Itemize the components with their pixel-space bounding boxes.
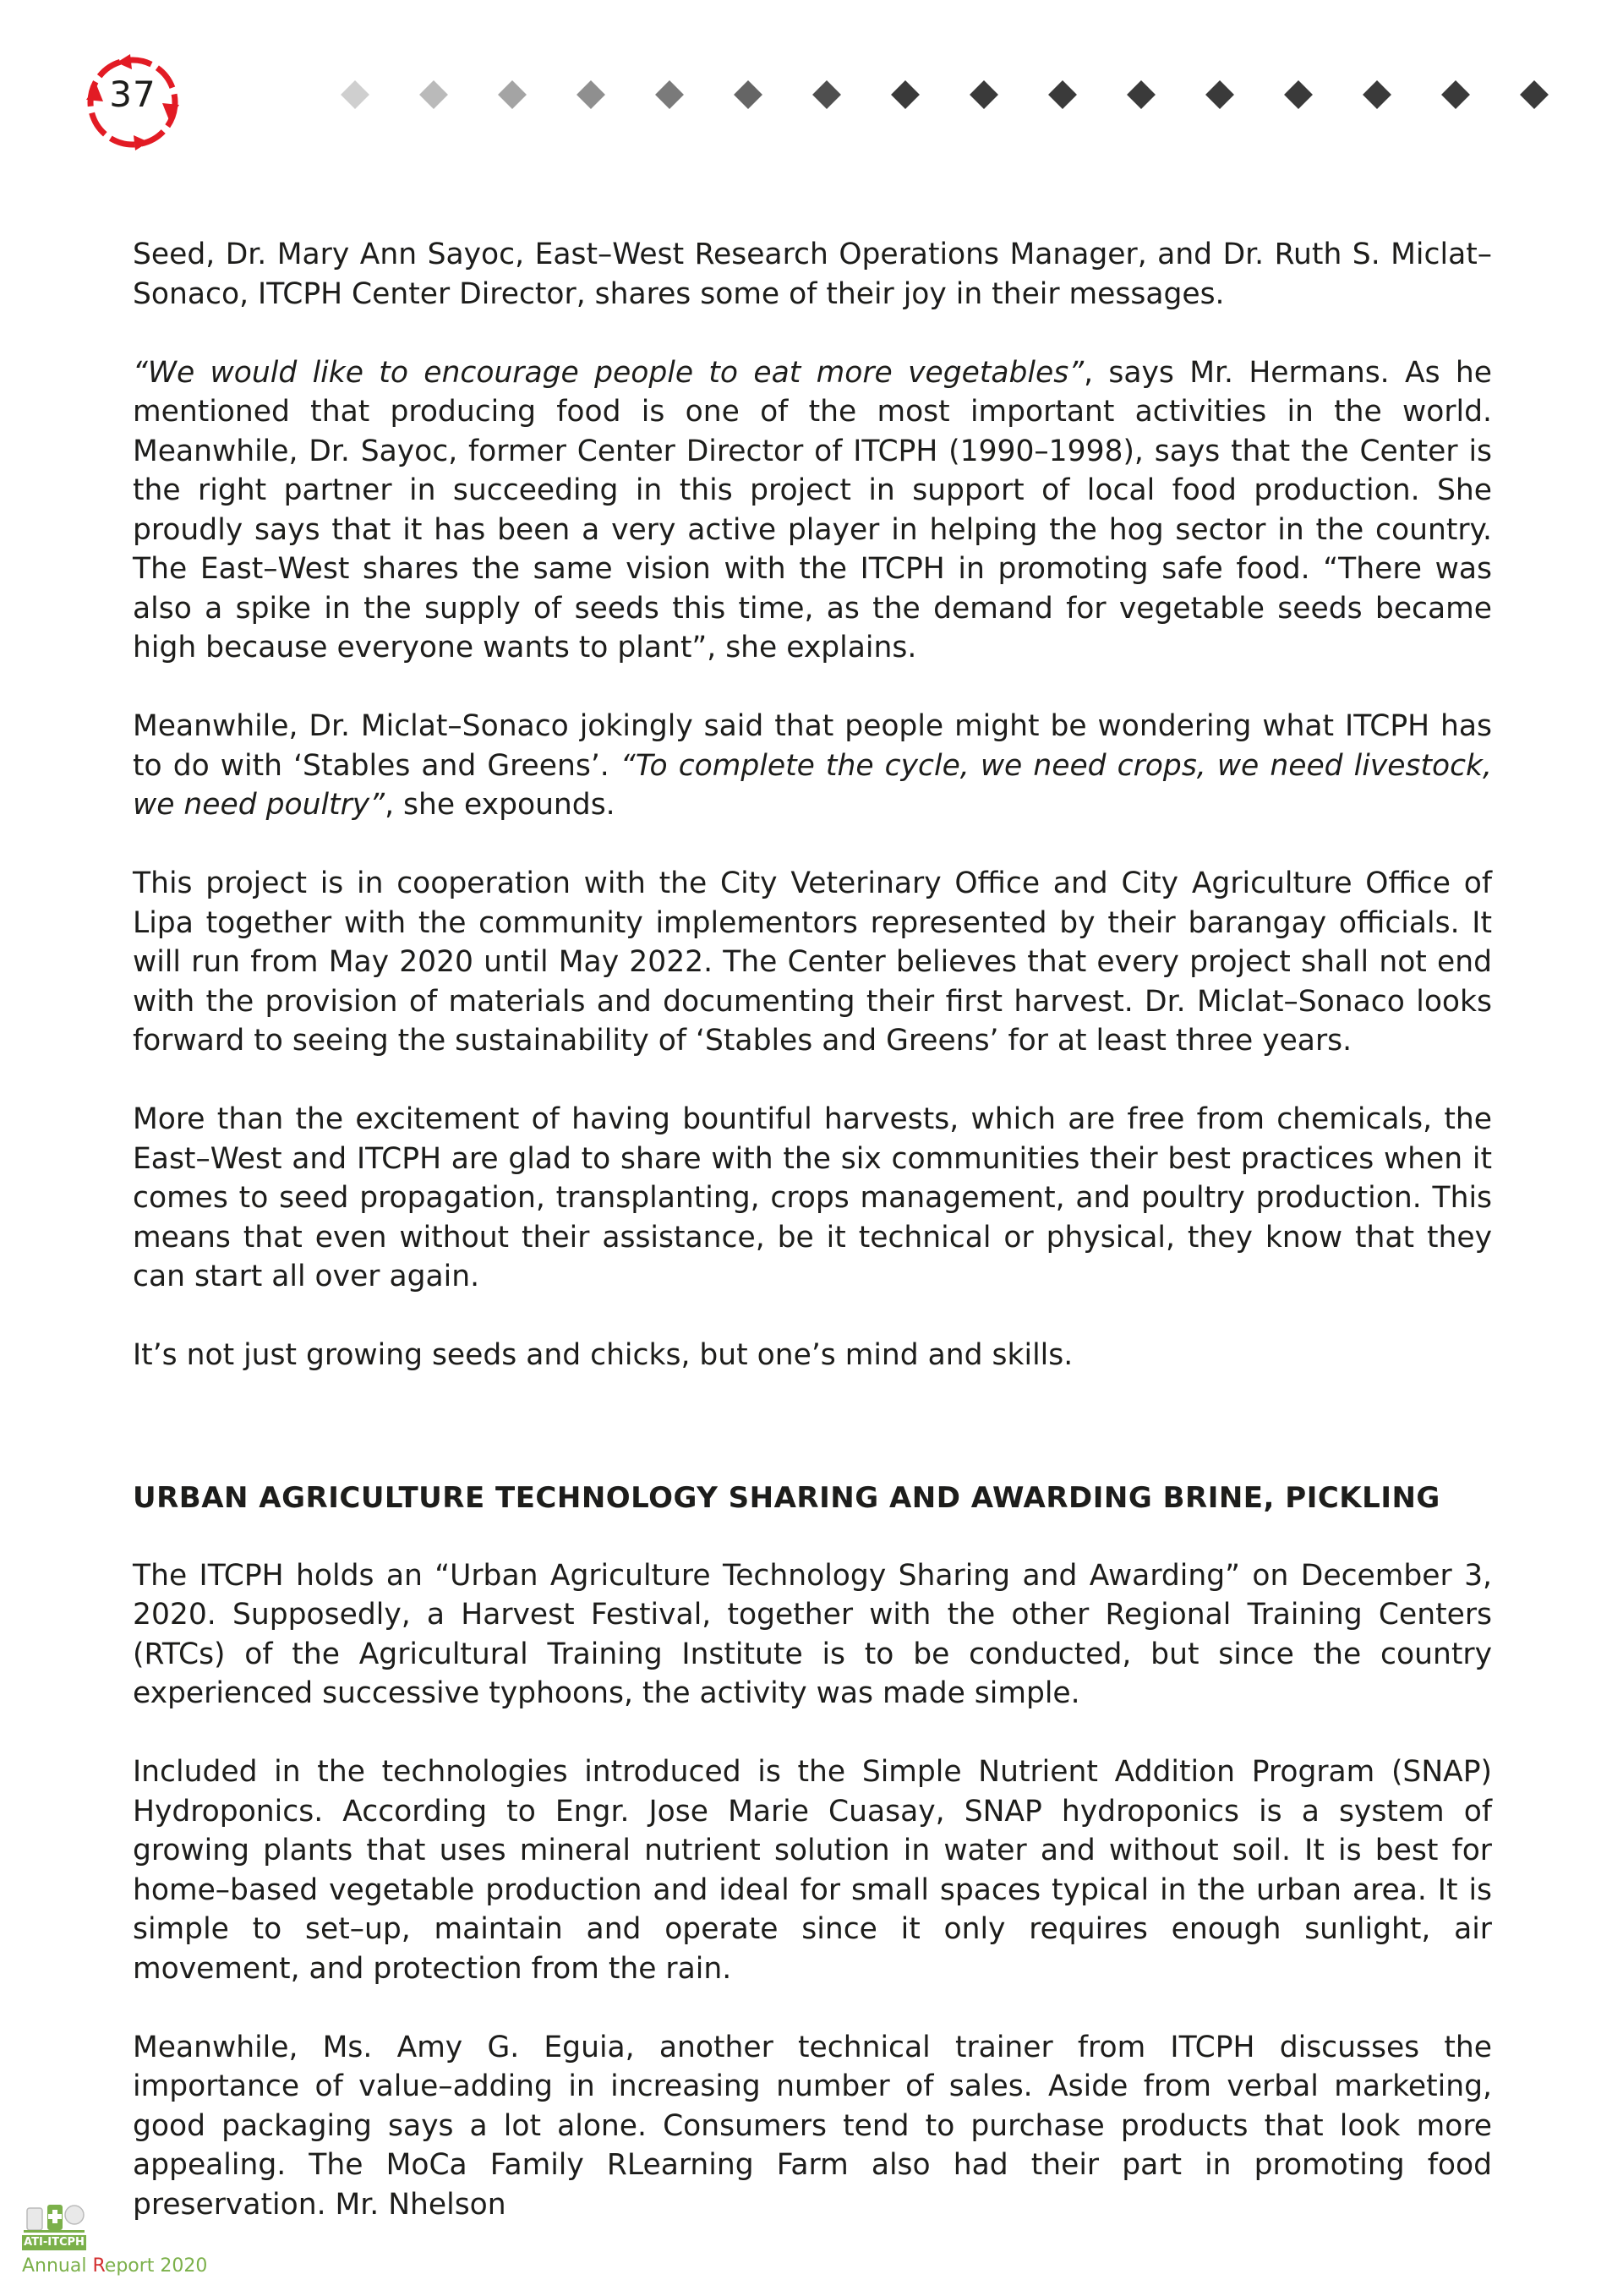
annual-report-label [22,2254,207,2279]
diamond-ornament [655,80,684,109]
page-body [133,235,1492,2224]
article-paragraph-3-text: Meanwhile, Dr. Miclat–Sonaco jokingly said that people might be wondering what ITCPH has to do with ‘Stables and Greens’. [133,709,1492,783]
diamond-ornament [812,80,841,109]
diamond-ornament [1127,80,1156,109]
page-number: 37 [109,74,156,115]
diamond-ornament [419,80,448,109]
article-paragraph-6: It’s not just growing seeds and chicks, but one’s mind and skills. [133,1338,1074,1372]
section-heading: URBAN AGRICULTURE TECHNOLOGY SHARING AND AWARDING BRINE, PICKLING [133,1480,1440,1515]
diamond-ornament [891,80,920,109]
article-paragraph-3-end: , she expounds. [385,788,615,822]
decorative-diamond-row [345,85,1623,110]
footer-branding [22,2196,225,2291]
section-paragraph-1: The ITCPH holds an “Urban Agriculture Technology Sharing and Awarding” on December 3, 2020. Supposedly, a Harvest Festival, together with the other Regional Training Centers (RTCs) of the Agricultural Training Institute is to be conducted, but since the country experienced successive typhoons, the activity was made simple. [133,1558,1492,1710]
section-paragraph-2: Included in the technologies introduced is the Simple Nutrient Addition Program (SNAP) Hydroponics. According to Engr. Jose Marie Cuasay, SNAP hydroponics is a system of growing plants that uses mineral nutrient solution in water and without soil. It is best for home–based vegetable production and ideal for small spaces typical in the urban area. It is simple to set–up, maintain and operate since it only requires enough sunlight, air movement, and protection from the rain. [133,1755,1492,1986]
report-suffix: eport 2020 [104,2255,208,2277]
article-paragraph-4: This project is in cooperation with the City Veterinary Office and City Agriculture Office of Lipa together with the community implementors represented by their barangay officials. It will run from May 2020 until May 2022. The Center believes that every project shall not end with the provision of materials and documenting their first harvest. Dr. Miclat–Sonaco looks forward to seeing the sustainability of ‘Stables and Greens’ for at least three years. [133,866,1492,1058]
section-paragraph-3: Meanwhile, Ms. Amy G. Eguia, another technical trainer from ITCPH discusses the importance of value–adding in increasing number of sales. Aside from verbal marketing, good packaging says a lot alone. Consumers tend to purchase products that look more appealing. The MoCa Family RLearning Farm also had their part in promoting food preservation. Mr. Nhelson [133,2030,1492,2222]
diamond-ornament [1048,80,1077,109]
diamond-ornament [734,80,762,109]
diamond-ornament [1520,80,1549,109]
miclat-sonaco-quote: “To complete the cycle, we need crops, we need livestock, we need poultry” [133,748,1492,822]
diamond-ornament [970,80,998,109]
article-paragraph-5: More than the excitement of having bountiful harvests, which are free from chemicals, the East–West and ITCPH are glad to share with the six communities their best practices when it comes to seed propagation, transplanting, crops management, and poultry production. This means that even without their assistance, be it technical or physical, they know that they can start all over again. [133,1102,1492,1293]
hermans-quote: “We would like to encourage people to eat more vegetables” [133,355,1085,390]
ati-itcph-logo-icon [22,2196,86,2233]
page-number-badge [78,47,188,157]
logo-label: ATI-ITCPH [22,2235,86,2250]
report-prefix: Annual [22,2255,93,2277]
article-paragraph-2-text: , says Mr. Hermans. As he mentioned that producing food is one of the most important activities in the world. Meanwhile, Dr. Sayoc, former Center Director of ITCPH (1990–1998), says that the Center is the right partner in succeeding in this project in support of local food production. She proudly says that it has been a very active player in helping the hog sector in the country. The East–West shares the same vision with the ITCPH in promoting safe food. “There was also a spike in the supply of seeds this time, as the demand for vegetable seeds became high because everyone wants to plant”, she explains. [133,355,1492,664]
diamond-ornament [1363,80,1391,109]
report-accent-letter: R [92,2255,105,2277]
article-paragraph-3 [133,707,1492,825]
diamond-ornament [577,80,605,109]
article-paragraph-2 [133,353,1492,668]
diamond-ornament [341,80,369,109]
diamond-ornament [1284,80,1313,109]
article-paragraph-1: Seed, Dr. Mary Ann Sayoc, East–West Research Operations Manager, and Dr. Ruth S. Miclat–Sonaco, ITCPH Center Director, shares some of their joy in their messages. [133,238,1492,311]
diamond-ornament [1441,80,1470,109]
diamond-ornament [498,80,527,109]
diamond-ornament [1205,80,1234,109]
